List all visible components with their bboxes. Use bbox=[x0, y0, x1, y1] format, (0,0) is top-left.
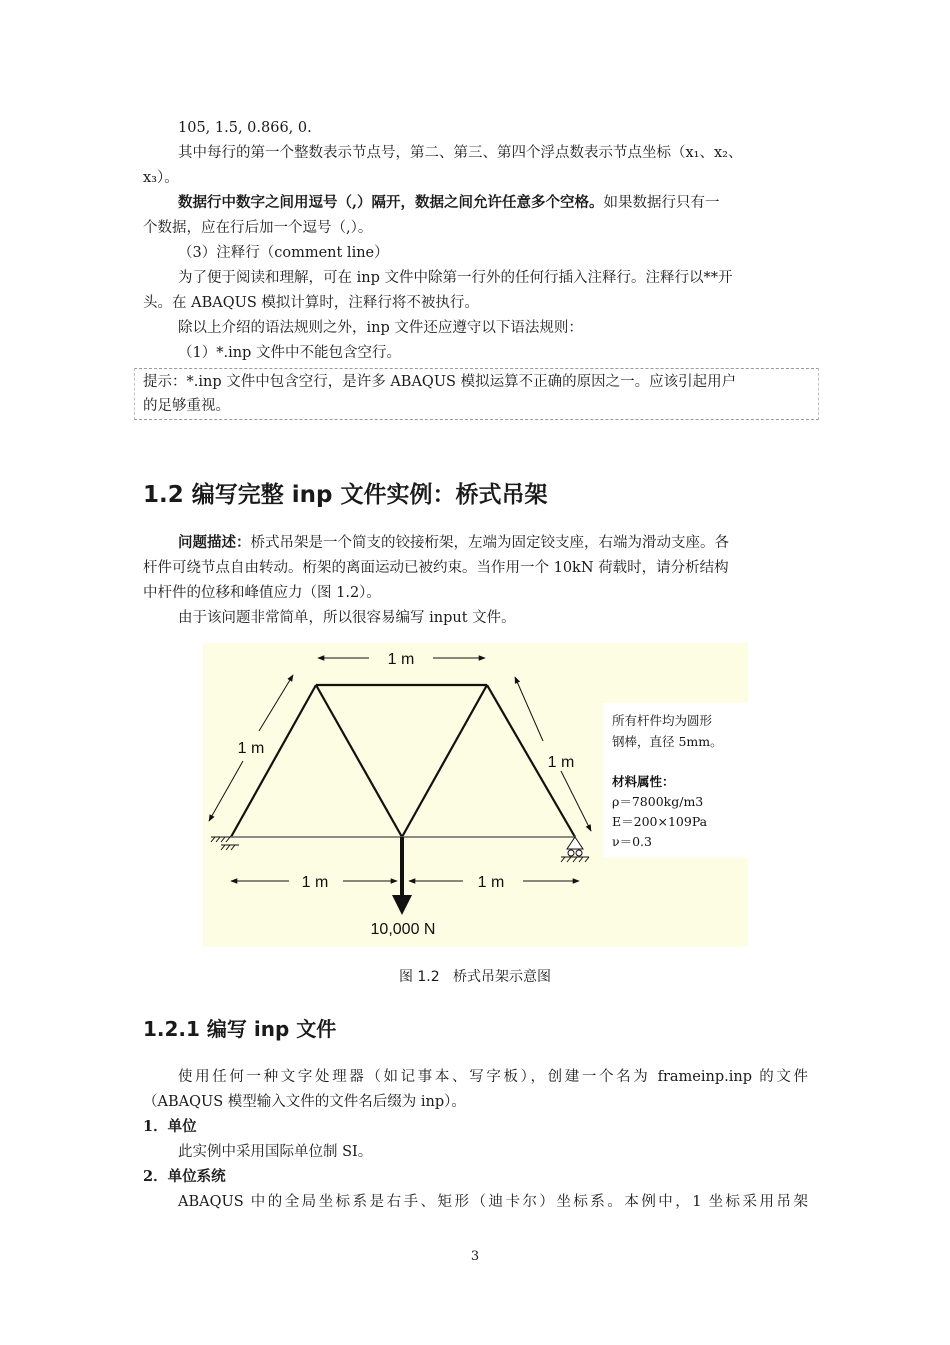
paragraph-line: 问题描述：桥式吊架是一个简支的铰接桁架，左端为固定铰支座，右端为滑动支座。各 bbox=[178, 534, 729, 551]
dim-bottom-left-label: 1 m bbox=[301, 874, 329, 891]
caption-text: 桥式吊架示意图 bbox=[453, 969, 552, 985]
subsection-heading: 1.2.1 编写 inp 文件 bbox=[143, 1017, 337, 1041]
dim-bottom-right-label: 1 m bbox=[477, 874, 505, 891]
paragraph-line: 中杆件的位移和峰值应力（图 1.2）。 bbox=[143, 585, 381, 601]
paragraph-line: 个数据，应在行后加一个逗号（,）。 bbox=[143, 220, 373, 236]
list-item: （1）*.inp 文件中不能包含空行。 bbox=[178, 345, 401, 361]
material-modulus: E＝200×109Pa bbox=[612, 814, 708, 829]
paragraph-line: 杆件可绕节点自由转动。桁架的离面运动已被约束。当作用一个 10kN 荷载时，请分析结构 bbox=[143, 560, 729, 576]
load-label: 10,000 N bbox=[370, 921, 436, 938]
paragraph-line: 由于该问题非常简单，所以很容易编写 input 文件。 bbox=[178, 610, 516, 626]
dim-right-label: 1 m bbox=[547, 754, 575, 771]
material-density: ρ＝7800kg/m3 bbox=[612, 794, 704, 809]
data-line-example: 105, 1.5, 0.866, 0. bbox=[178, 120, 312, 136]
paragraph-line: 除以上介绍的语法规则之外，inp 文件还应遵守以下语法规则： bbox=[178, 320, 583, 336]
section-heading: 1.2 编写完整 inp 文件实例：桥式吊架 bbox=[143, 482, 548, 508]
info-line: 所有杆件均为圆形 bbox=[612, 713, 713, 728]
note-line: 提示：*.inp 文件中包含空行，是许多 ABAQUS 模拟运算不正确的原因之一。应该引起用户 bbox=[143, 374, 737, 390]
paragraph-line: 数据行中数字之间用逗号（,）隔开，数据之间允许任意多个空格。如果数据行只有一 bbox=[178, 194, 720, 211]
paragraph-line: ABAQUS 中的全局坐标系是右手、矩形（迪卡尔）坐标系。本例中，1 坐标采用吊架 bbox=[178, 1194, 808, 1210]
dim-left-label: 1 m bbox=[237, 740, 265, 757]
truss-diagram bbox=[203, 643, 748, 947]
note-line: 的足够重视。 bbox=[143, 398, 230, 414]
truss-figure bbox=[203, 643, 748, 947]
paragraph-line: 头。在 ABAQUS 模拟计算时，注释行将不被执行。 bbox=[143, 295, 479, 311]
item-heading: 2．单位系统 bbox=[143, 1168, 226, 1185]
paragraph-line: （ABAQUS 模型输入文件的文件名后缀为 inp）。 bbox=[143, 1094, 466, 1110]
figure-caption bbox=[0, 966, 950, 986]
material-poisson: ν＝0.3 bbox=[612, 834, 652, 849]
bold-rule-text: 数据行中数字之间用逗号（,）隔开，数据之间允许任意多个空格。 bbox=[178, 194, 604, 211]
dim-top-label: 1 m bbox=[387, 651, 415, 668]
info-line: 钢棒，直径 5mm。 bbox=[612, 734, 723, 749]
paragraph-line: 为了便于阅读和理解，可在 inp 文件中除第一行外的任何行插入注释行。注释行以**开 bbox=[178, 270, 733, 286]
paragraph-line: 此实例中采用国际单位制 SI。 bbox=[178, 1144, 373, 1160]
problem-label: 问题描述： bbox=[178, 534, 251, 551]
paragraph-line: x₃）。 bbox=[143, 170, 179, 186]
page-number: 3 bbox=[470, 1249, 480, 1264]
paragraph-line: 使用任何一种文字处理器（如记事本、写字板），创建一个名为 frameinp.inp 的文件 bbox=[178, 1069, 808, 1085]
material-title: 材料属性： bbox=[612, 774, 675, 789]
paragraph-line: 其中每行的第一个整数表示节点号，第二、第三、第四个浮点数表示节点坐标（x₁、x₂、 bbox=[178, 145, 743, 161]
caption-number: 图 1.2 bbox=[398, 969, 440, 985]
list-heading: （3）注释行（comment line） bbox=[178, 245, 389, 261]
item-heading: 1．单位 bbox=[143, 1118, 197, 1135]
